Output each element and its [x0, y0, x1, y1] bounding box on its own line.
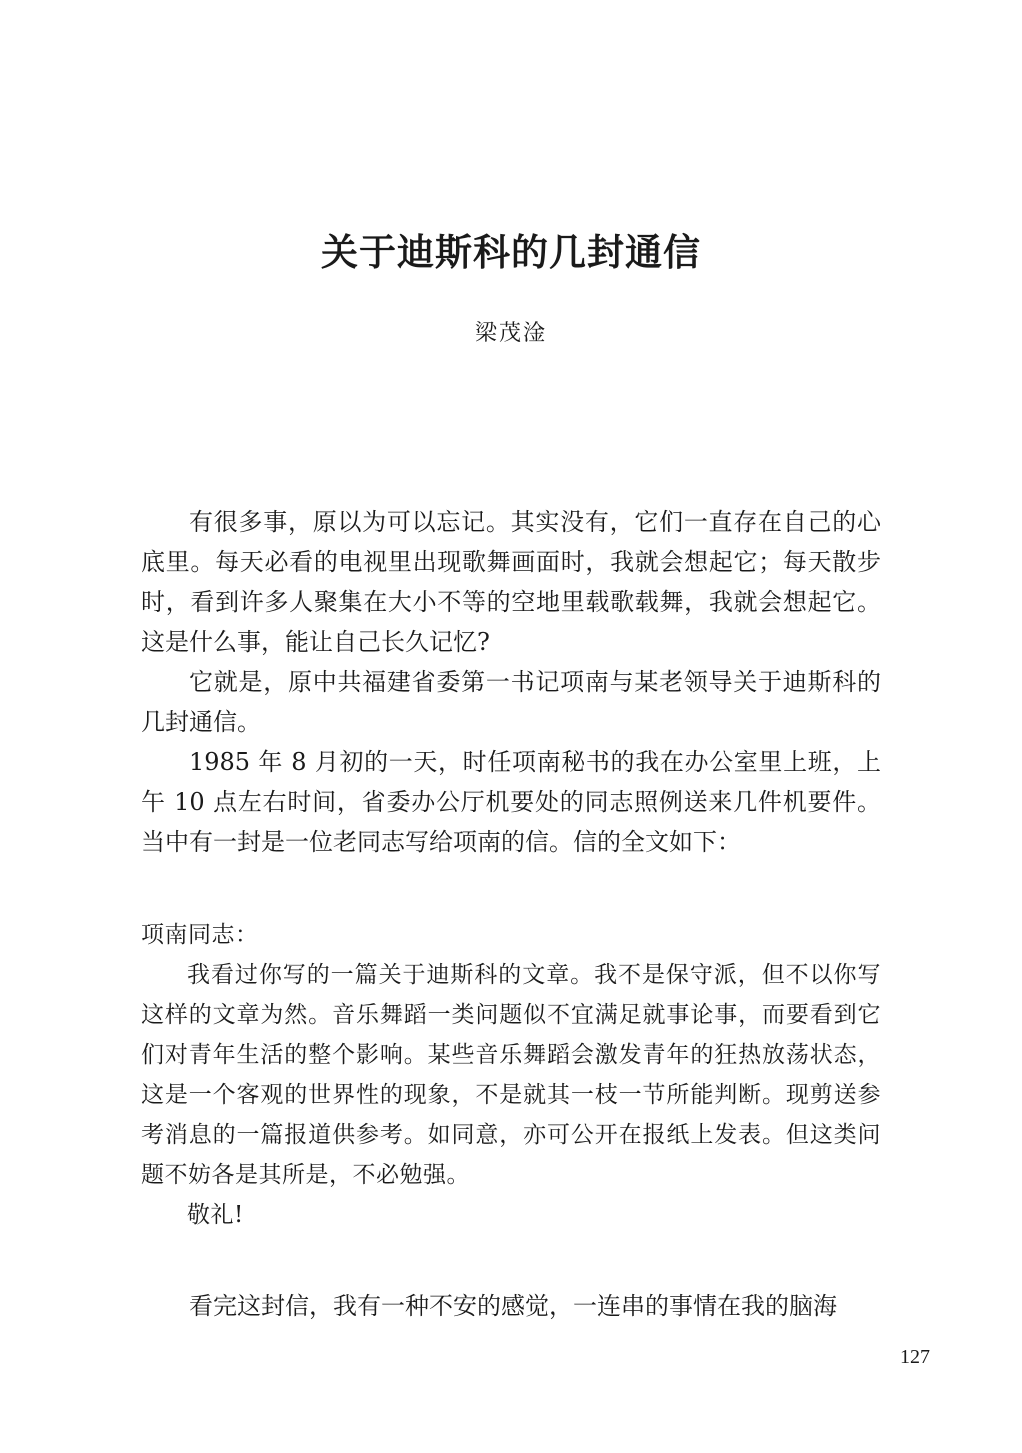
body-paragraph: 看完这封信，我有一种不安的感觉，一连串的事情在我的脑海: [189, 1292, 837, 1320]
letter-salutation: 项南同志：: [141, 922, 259, 948]
body-paragraph: 它就是，原中共福建省委第一书记项南与某老领导关于迪斯科的几封通信。: [141, 668, 881, 736]
body-section: [141, 502, 881, 862]
body-paragraph: 有很多事，原以为可以忘记。其实没有，它们一直存在自己的心底里。每天必看的电视里出现歌舞画面时，我就会想起它；每天散步时，看到许多人聚集在大小不等的空地里载歌载舞，我就会想起它。这是什么事，能让自己长久记忆?: [141, 508, 881, 656]
continuation-section: [141, 1286, 881, 1326]
body-paragraph: 1985 年 8 月初的一天，时任项南秘书的我在办公室里上班，上午 10 点左右时间，省委办公厅机要处的同志照例送来几件机要件。当中有一封是一位老同志写给项南的信。信的全文如下：: [141, 748, 881, 856]
letter-closing: 敬礼!: [187, 1202, 244, 1228]
page-number: 127: [900, 1346, 930, 1368]
article-title: 关于迪斯科的几封通信: [321, 231, 701, 274]
letter-paragraph: 我看过你写的一篇关于迪斯科的文章。我不是保守派，但不以你写这样的文章为然。音乐舞蹈一类问题似不宜满足就事论事，而要看到它们对青年生活的整个影响。某些音乐舞蹈会激发青年的狂热放荡状态，这是一个客观的世界性的现象，不是就其一枝一节所能判断。现剪送参考消息的一篇报道供参考。如同意，亦可公开在报纸上发表。但这类问题不妨各是其所是，不必勉强。: [141, 962, 881, 1188]
quoted-letter: [141, 915, 881, 1235]
article-author: 梁茂淦: [474, 321, 547, 346]
